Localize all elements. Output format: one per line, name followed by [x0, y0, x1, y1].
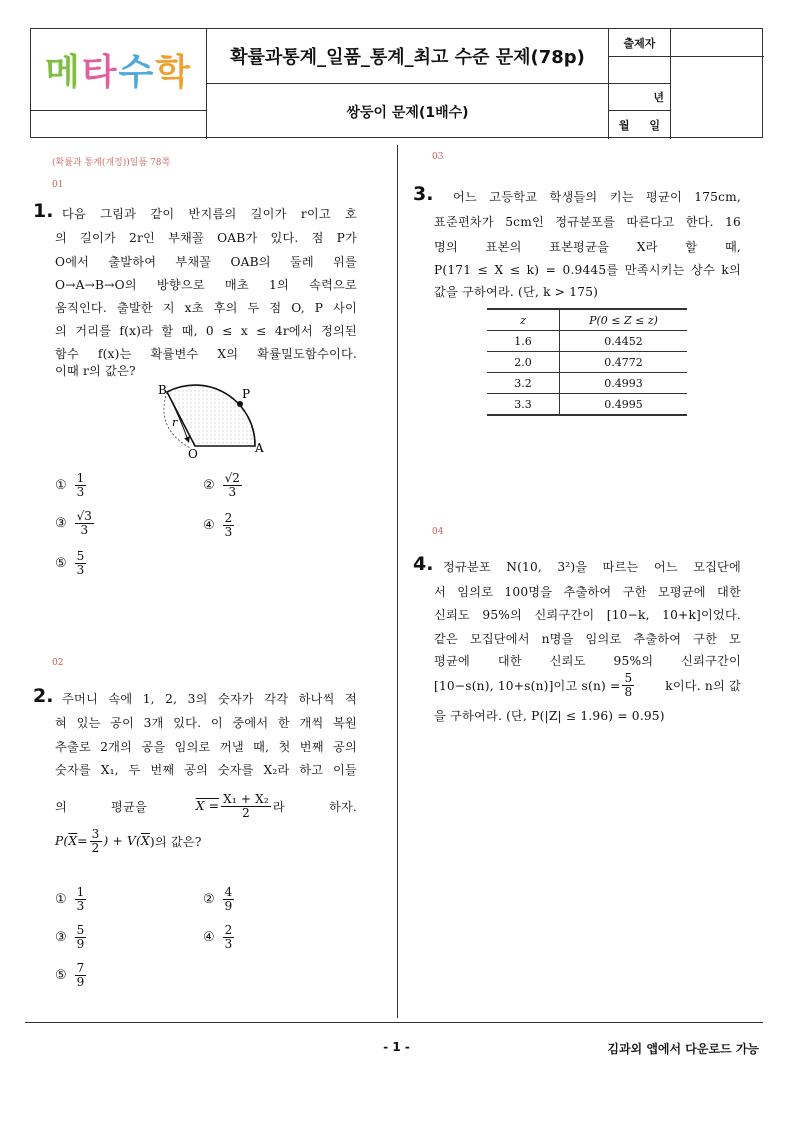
- date-cell: [609, 111, 671, 139]
- q1-line: 함수 f(x)는 확률변수 X의 확률밀도함수이다.: [55, 347, 357, 361]
- q4-line6: [434, 672, 741, 698]
- q2-line: 숫자를 X₁, 두 번째 공의 숫자를 X₂라 하고 이들: [55, 763, 357, 777]
- q2-choice-1[interactable]: [55, 886, 88, 912]
- q2-mean-lhs: X =: [195, 799, 220, 814]
- q4-line: 신뢰도 95%의 신뢰구간이 [10−k, 10+k]이었다.: [434, 608, 741, 622]
- q3-number: 3.: [413, 183, 434, 205]
- year-label: 년: [609, 84, 671, 111]
- table-cell: 0.4452: [560, 331, 688, 352]
- month-label: 월: [618, 119, 630, 132]
- frac-num: 5: [76, 549, 85, 563]
- q2-line: 혀 있는 공이 3개 있다. 이 중에서 한 개씩 복원: [55, 716, 357, 730]
- q4-line7: 을 구하여라. (단, P(|Z| ≤ 1.96) = 0.95): [434, 709, 665, 723]
- choice-mark: ④: [203, 517, 215, 533]
- choice-mark: ④: [203, 929, 215, 945]
- frac-num: √3: [76, 509, 92, 523]
- q2-line: 추출로 2개의 공을 임의로 꺼낼 때, 첫 번째 공의: [55, 740, 357, 754]
- author-cell-2: [609, 57, 671, 84]
- table-row: [487, 352, 687, 373]
- column-divider: [397, 145, 398, 1018]
- logo: [31, 29, 207, 111]
- day-label: 일: [649, 119, 661, 132]
- q2-ask-prefix: P(: [55, 834, 69, 849]
- q2-choice-4[interactable]: [203, 924, 236, 950]
- page-number: - 1 -: [383, 1040, 410, 1054]
- table-cell: 0.4995: [560, 394, 688, 416]
- frac-den: 2: [242, 805, 250, 820]
- q2-mean-prefix: 의 평균을: [55, 799, 147, 814]
- q1-line: O에서 출발하여 부채꼴 OAB의 둘레 위를: [55, 255, 357, 269]
- q2-mean-line: [55, 793, 357, 819]
- score-cell: [671, 57, 764, 111]
- author-cell: [671, 29, 764, 57]
- table-cell: 2.0: [487, 352, 560, 373]
- q2-choice-5[interactable]: [55, 962, 88, 988]
- label-p: P: [242, 387, 251, 401]
- frac-num: 1: [76, 885, 85, 899]
- q1-choice-5[interactable]: [55, 550, 88, 576]
- choice-mark: ③: [55, 929, 67, 945]
- frac-den: 3: [80, 522, 89, 537]
- frac-den: 9: [76, 974, 85, 989]
- table-header: z: [487, 309, 560, 331]
- q1-line: 움직인다. 출발한 지 x초 후의 두 점 O, P 사이: [55, 301, 357, 315]
- frac-den: 3: [76, 484, 85, 499]
- q4-line: 서 임의로 100명을 추출하여 구한 모평균에 대한: [434, 585, 741, 599]
- logo-text: 메타수학: [44, 52, 193, 93]
- label-o: O: [188, 447, 198, 460]
- q1-line: 의 거리를 f(x)라 할 때, 0 ≤ x ≤ 4r에서 정의된: [55, 324, 357, 338]
- q3-line: 어느 고등학교 학생들의 키는 평균이 175cm,: [453, 190, 741, 204]
- frac-den: 8: [624, 684, 633, 699]
- document-subtitle: 쌍둥이 문제(1배수): [207, 84, 609, 139]
- table-cell: 3.3: [487, 394, 560, 416]
- q2-ask-suffix: )의 값은?: [149, 834, 202, 849]
- q4-line: 정규분포 N(10, 3²)을 따르는 어느 모집단에: [443, 560, 741, 574]
- frac-num: 5: [624, 671, 633, 685]
- frac-num: 1: [76, 471, 85, 485]
- table-cell: 1.6: [487, 331, 560, 352]
- table-cell: 0.4772: [560, 352, 688, 373]
- q1-tag: 01: [52, 180, 64, 190]
- q4-number: 4.: [413, 553, 434, 575]
- choice-mark: ①: [55, 891, 67, 907]
- q3-line: 값을 구하여라. (단, k > 175): [434, 285, 599, 299]
- q1-choice-1[interactable]: [55, 472, 88, 498]
- table-header-row: [487, 309, 687, 331]
- frac-num: 4: [224, 885, 233, 899]
- label-b: B: [158, 383, 167, 397]
- q3-tag: 03: [432, 152, 444, 162]
- choice-mark: ①: [55, 477, 67, 493]
- label-a: A: [255, 441, 264, 455]
- frac-num: 3: [91, 827, 100, 841]
- choice-mark: ③: [55, 515, 67, 531]
- q4-line6-prefix: [10−s(n), 10+s(n)]이고 s(n) =: [434, 678, 621, 693]
- source-tag: (확률과 통계(개정))일품 78쪽: [52, 158, 171, 168]
- footer-note: 김과외 앱에서 다운로드 가능: [607, 1042, 759, 1056]
- point-p: [237, 401, 243, 407]
- choice-mark: ⑤: [55, 967, 67, 983]
- q4-line6-suffix: k이다. n의 값: [665, 678, 741, 693]
- sector-figure: [150, 378, 270, 460]
- q1-choice-4[interactable]: [203, 512, 236, 538]
- choice-mark: ②: [203, 891, 215, 907]
- table-row: [487, 373, 687, 394]
- table-cell: 0.4993: [560, 373, 688, 394]
- q2-ask-eq: =: [77, 834, 88, 849]
- frac-num: 2: [224, 923, 233, 937]
- table-row: [487, 394, 687, 416]
- q2-ask-line: [55, 828, 202, 854]
- q1-line: 다음 그림과 같이 반지름의 길이가 r이고 호: [62, 207, 357, 221]
- q1-line: O→A→B→O의 방향으로 매초 1의 속력으로: [55, 278, 357, 292]
- frac-den: 3: [76, 898, 85, 913]
- frac-den: 3: [76, 562, 85, 577]
- frac-num: 5: [76, 923, 85, 937]
- header-table: [30, 28, 763, 138]
- q1-choice-2[interactable]: [203, 472, 244, 498]
- q3-line: 표준편차가 5cm인 정규분포를 따른다고 한다. 16: [434, 215, 741, 229]
- frac-num: 7: [76, 961, 85, 975]
- table-cell: 3.2: [487, 373, 560, 394]
- table-header: P(0 ≤ Z ≤ z): [560, 309, 688, 331]
- document-title: 확률과통계_일품_통계_최고 수준 문제(78p): [207, 29, 609, 84]
- frac-den: 3: [224, 936, 233, 951]
- q4-tag: 04: [432, 527, 444, 537]
- q3-line: 명의 표본의 표본평균을 X라 할 때,: [434, 240, 741, 254]
- probability-table: [487, 308, 687, 416]
- q4-line: 같은 모집단에서 n명을 임의로 추출하여 구한 모: [434, 632, 741, 646]
- choice-mark: ⑤: [55, 555, 67, 571]
- frac-den: 3: [228, 484, 237, 499]
- q2-choice-3[interactable]: [55, 924, 88, 950]
- q2-ask-x2: $\overline{X}$: [141, 834, 150, 849]
- frac-num: X₁ + X₂: [223, 792, 269, 806]
- q2-mean-suffix: 라 하자.: [272, 799, 357, 814]
- header-empty-cell: [31, 111, 207, 139]
- q1-line: 의 길이가 2r인 부채꼴 OAB가 있다. 점 P가: [55, 231, 357, 245]
- frac-num: √2: [224, 471, 240, 485]
- q2-line: 주머니 속에 1, 2, 3의 숫자가 각각 하나씩 적: [62, 692, 357, 706]
- q1-line: 이때 r의 값은?: [55, 364, 136, 378]
- q2-choice-2[interactable]: [203, 886, 236, 912]
- q3-line: P(171 ≤ X ≤ k) = 0.9445를 만족시키는 상수 k의: [434, 263, 741, 277]
- q2-mean-formula: [196, 793, 357, 819]
- frac-num: 2: [224, 511, 233, 525]
- q2-ask-x: $\overline{X}$: [68, 834, 78, 849]
- table-row: [487, 331, 687, 352]
- q2-number: 2.: [33, 685, 54, 707]
- q2-tag: 02: [52, 658, 64, 668]
- q2-ask-mid: ) + V(: [103, 834, 141, 849]
- frac-den: 2: [91, 840, 100, 855]
- frac-den: 3: [224, 524, 233, 539]
- label-r: r: [172, 416, 178, 429]
- q4-line: 평균에 대한 신뢰도 95%의 신뢰구간이: [434, 654, 741, 668]
- q1-number: 1.: [33, 200, 54, 222]
- q1-choice-3[interactable]: [55, 510, 96, 536]
- frac-den: 9: [224, 898, 233, 913]
- choice-mark: ②: [203, 477, 215, 493]
- author-label: 출제자: [609, 29, 671, 57]
- footer-rule: [25, 1022, 763, 1023]
- frac-den: 9: [76, 936, 85, 951]
